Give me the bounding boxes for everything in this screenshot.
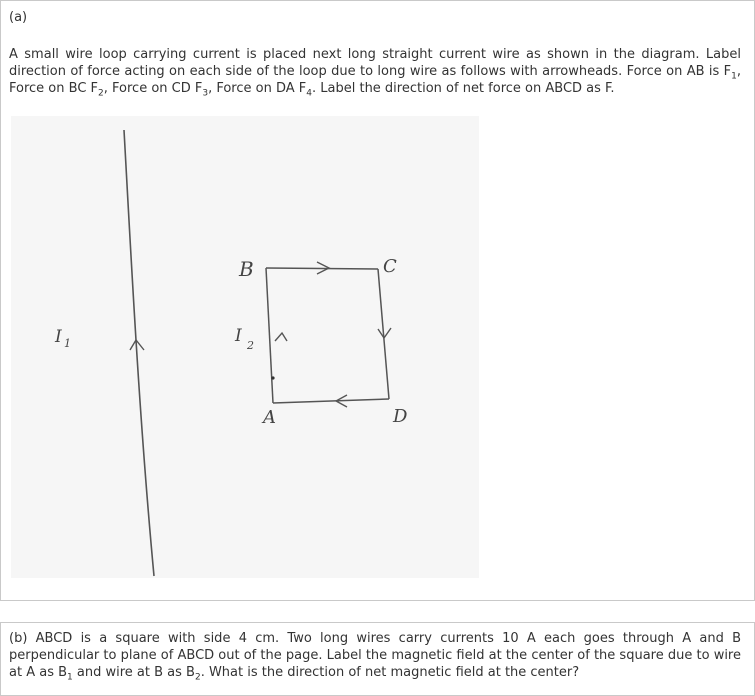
wire-loop-diagram bbox=[11, 116, 479, 578]
part-b-text-1: (b) ABCD is a square with side 4 cm. Two long wires carry currents 10 A each goes through A and B perpendicular to plane of ABCD out of the page. Label the magnetic field at the center of the square due to wire at A as B bbox=[9, 631, 741, 680]
diagram-svg bbox=[11, 116, 479, 578]
part-b-sub-1: 1 bbox=[67, 672, 73, 683]
arrow-ab bbox=[275, 333, 287, 341]
part-a-sub-4: 4 bbox=[306, 88, 312, 99]
point-a-dot bbox=[271, 376, 274, 379]
part-b-question bbox=[9, 630, 741, 681]
part-a-text-1: A small wire loop carrying current is placed next long straight current wire as shown in the diagram. Label direction of force acting on each side of the loop due to long wire as follows with arrowheads. Force on AB is F bbox=[9, 47, 741, 79]
arrow-cd bbox=[378, 328, 391, 338]
part-a-question bbox=[9, 46, 741, 97]
long-wire bbox=[124, 130, 154, 576]
wire-current-label-sub: 1 bbox=[64, 337, 71, 350]
part-a-sub-1: 1 bbox=[731, 71, 737, 82]
part-a-text-3: , Force on CD F bbox=[103, 81, 203, 96]
part-b-text-3: . What is the direction of net magnetic field at the center? bbox=[200, 665, 580, 680]
wire-current-label: I bbox=[55, 327, 62, 347]
loop-side-bc bbox=[266, 268, 378, 269]
loop-current-label: I bbox=[235, 326, 242, 346]
part-a-text-2: , Force on BC F bbox=[9, 64, 741, 96]
corner-d-label: D bbox=[393, 406, 408, 427]
part-b-text-2: and wire at B as B bbox=[72, 665, 195, 680]
loop-side-ab bbox=[266, 268, 273, 403]
part-a-sub-3: 3 bbox=[202, 88, 209, 99]
corner-c-label: C bbox=[383, 256, 397, 277]
part-a-sub-2: 2 bbox=[98, 88, 104, 99]
part-a-text-5: . Label the direction of net force on ABCD as F. bbox=[312, 81, 615, 96]
part-b-sub-2: 2 bbox=[194, 672, 201, 683]
loop-current-label-sub: 2 bbox=[247, 339, 254, 352]
part-a-label: (a) bbox=[9, 10, 28, 25]
part-a-text-4: , Force on DA F bbox=[208, 81, 307, 96]
corner-a-label: A bbox=[263, 407, 276, 428]
loop-side-da bbox=[273, 399, 389, 403]
corner-b-label: B bbox=[239, 257, 254, 281]
